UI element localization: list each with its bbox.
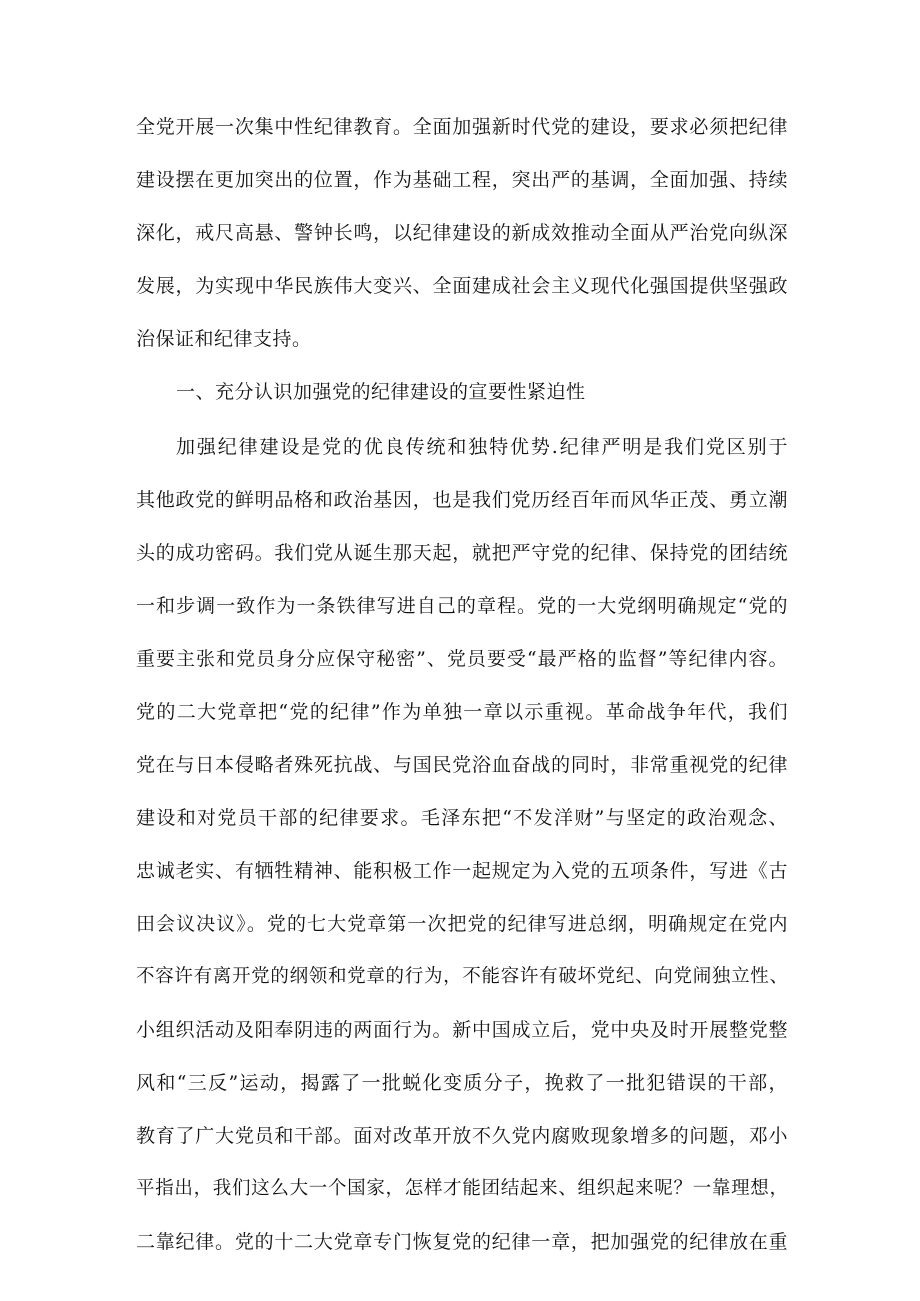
- section-heading: 一、充分认识加强党的纪律建设的宣要性紧迫性: [176, 381, 586, 403]
- paragraph-1-line-4: 发展，为实现中华民族伟大变兴、全面建成社会主义现代化强国提供坚强政: [136, 275, 788, 297]
- paragraph-2-line-2: 其他政党的鲜明品格和政治基因，也是我们党历经百年而风华正茂、勇立潮: [136, 489, 788, 511]
- paragraph-1-line-5: 治保证和纪律支持。: [136, 328, 312, 350]
- paragraph-2-line-7: 党在与日本侵略者殊死抗战、与国民党浴血奋战的同时，非常重视党的纪律: [136, 754, 788, 776]
- paragraph-2-line-5: 重要主张和党员身分应保守秘密”、党员要受“最严格的监督”等纪律内容。: [136, 648, 788, 670]
- paragraph-2-line-3: 头的成功密码。我们党从诞生那天起，就把严守党的纪律、保持党的团结统: [136, 542, 788, 564]
- paragraph-2-line-6: 党的二大党章把“党的纪律”作为单独一章以示重视。革命战争年代，我们: [136, 701, 788, 723]
- paragraph-1-line-2: 建设摆在更加突出的位置，作为基础工程，突出严的基调，全面加强、持续: [136, 169, 788, 191]
- paragraph-1-line-3: 深化，戒尺高悬、警钟长鸣，以纪律建设的新成效推动全面从严治党向纵深: [136, 222, 788, 244]
- paragraph-2-line-10: 田会议决议》。党的七大党章第一次把党的纪律写进总纲，明确规定在党内: [136, 913, 788, 935]
- paragraph-2-line-1: 加强纪律建设是党的优良传统和独特优势.纪律严明是我们党区别于: [176, 436, 788, 458]
- paragraph-2-line-13: 风和“三反”运动，揭露了一批蜕化变质分子，挽救了一批犯错误的干部，: [136, 1072, 788, 1094]
- paragraph-2-line-4: 一和步调一致作为一条铁律写进自己的章程。党的一大党纲明确规定“党的: [136, 595, 788, 617]
- paragraph-2-line-12: 小组织活动及阳奉阴违的两面行为。新中国成立后，党中央及时开展整党整: [136, 1019, 788, 1041]
- paragraph-2-line-8: 建设和对党员干部的纪律要求。毛泽东把“不发洋财”与坚定的政治观念、: [136, 807, 788, 829]
- paragraph-2-line-9: 忠诚老实、有牺牲精神、能积极工作一起规定为入党的五项条件，写进《古: [136, 860, 788, 882]
- paragraph-2-line-14: 教育了广大党员和干部。面对改革开放不久党内腐败现象增多的问题，邓小: [136, 1125, 788, 1147]
- paragraph-2-line-16: 二靠纪律。党的十二大党章专门恢复党的纪律一章，把加强党的纪律放在重: [136, 1231, 788, 1253]
- paragraph-1-line-1: 全党开展一次集中性纪律教育。全面加强新时代党的建设，要求必须把纪律: [136, 116, 788, 138]
- paragraph-2-line-11: 不容许有离开党的纲领和党章的行为，不能容许有破坏党纪、向党闹独立性、: [136, 966, 788, 987]
- paragraph-2-line-15: 平指出，我们这么大一个国家，怎样才能团结起来、组织起来呢？一靠理想，: [136, 1178, 788, 1199]
